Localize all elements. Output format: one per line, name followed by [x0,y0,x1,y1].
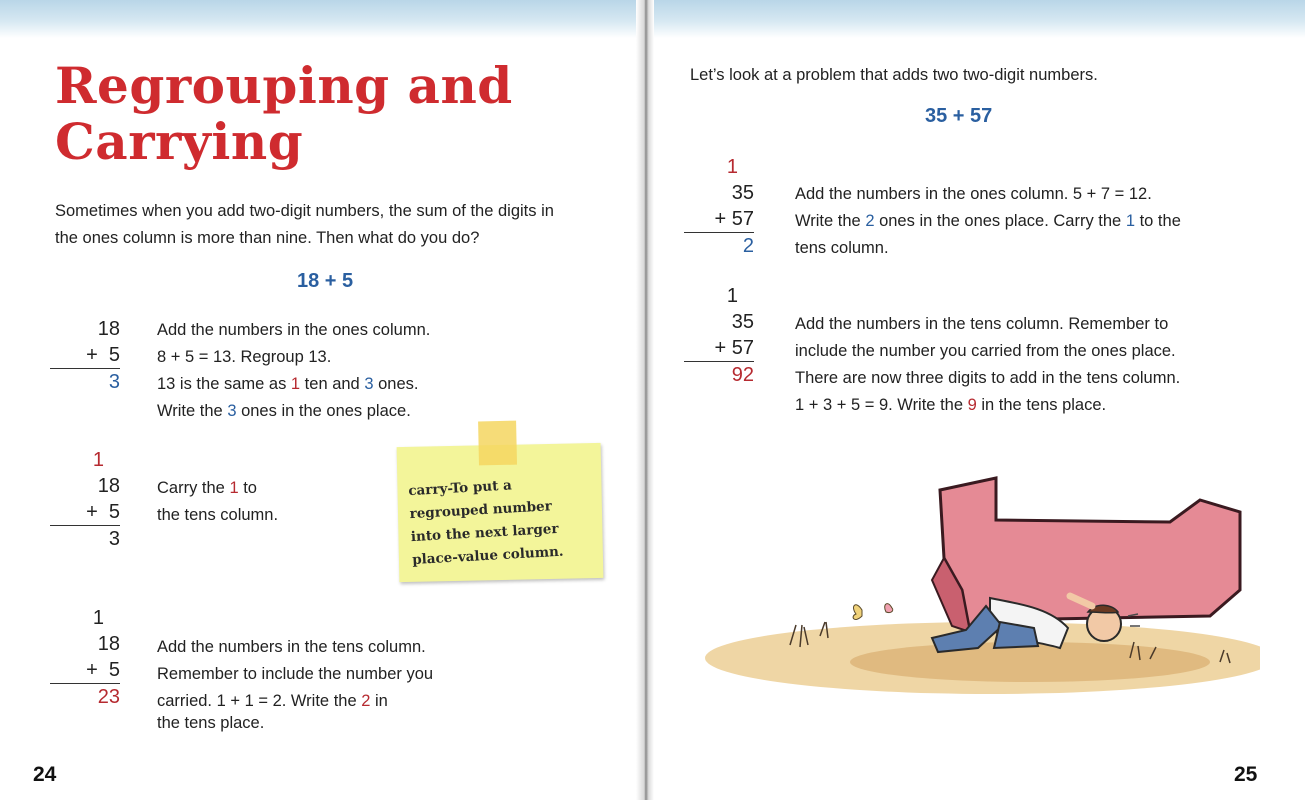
intro-line-2: the ones column is more than nine. Then what do you do? [55,229,480,247]
step1-line-1: Add the numbers in the ones column. [157,321,431,339]
page-title [55,58,513,170]
problem-heading-35-plus-57: 35 + 57 [925,105,993,127]
highlight-two: 2 [361,692,371,710]
r-step1-line-3: tens column. [795,239,889,257]
sum-value: 2 [684,232,754,259]
r-step2-line-4 [795,392,1180,419]
term-carry: carry [407,481,448,500]
carry-digit: 1 [726,156,738,178]
title-line-2: Carrying [55,112,304,171]
page-number-right: 25 [1234,763,1258,786]
text-run: ones in the ones place. [236,402,411,420]
boy-carrying-number-one-illustration [700,440,1260,700]
sum-value: 3 [50,368,120,395]
highlight-one: 1 [229,479,239,497]
step3-explanation [157,634,433,737]
addend-1: 18 [97,318,120,340]
highlight-one: 1 [290,375,301,393]
vertical-problem-step2 [50,447,120,552]
vertical-problem-step3 [50,605,120,710]
sum-value: 92 [684,361,754,388]
text-run: -To put a [446,477,513,497]
text-run: Write the [157,402,228,420]
addend-1: 35 [731,311,754,333]
sum-tens-digit: 23 [97,686,120,708]
text-run: ones in the ones place. Carry the [874,212,1126,230]
book-gutter [636,0,654,800]
text-run: in the tens place. [976,396,1107,414]
carry-digit: 1 [92,449,104,471]
step1-line-2: 8 + 5 = 13. Regroup 13. [157,348,332,366]
text-run: ones. [373,375,419,393]
highlight-three: 3 [227,402,237,420]
r-step1-line-1: Add the numbers in the ones column. 5 + 7 = 12. [795,185,1152,203]
step2-explanation [157,475,278,529]
step3-line-1: Add the numbers in the tens column. [157,638,426,656]
definition-text [408,470,599,572]
definition-line-4: place-value column. [411,543,564,569]
addend-2: + 5 [86,501,120,523]
text-run: carried. 1 + 1 = 2. Write the [157,692,362,710]
step1-line-4 [157,398,430,425]
r-step1-explanation [795,181,1181,262]
problem-heading-18-plus-5: 18 + 5 [297,270,354,292]
definition-line-2: regrouped number [409,498,553,523]
carry-digit: 1 [726,285,738,307]
addend-2: + 5 [86,344,120,366]
sum-value [50,683,120,710]
text-run: 1 + 3 + 5 = 9. Write the [795,396,968,414]
text-run: ten and [300,375,365,393]
text-run: Write the [795,212,866,230]
text-run: in [370,692,388,710]
sum-value: 3 [50,525,120,552]
text-run: to [238,479,257,497]
step1-explanation [157,317,430,425]
r-step2-explanation [795,311,1180,419]
page-number-left: 24 [33,763,57,786]
butterfly-icon [853,604,893,620]
addend-1: 35 [731,182,754,204]
carry-digit: 1 [92,607,104,629]
step2-line-1 [157,475,278,502]
addend-1: 18 [97,633,120,655]
step3-line-2: Remember to include the number you [157,665,434,683]
vertical-problem-step1 [50,316,120,395]
highlight-nine: 9 [967,396,977,414]
r-step2-line-1: Add the numbers in the tens column. Remember to [795,315,1169,333]
highlight-two: 2 [865,212,875,230]
r-step2-line-2: include the number you carried from the ones place. [795,342,1176,360]
intro-paragraph [55,198,554,252]
addend-2: + 57 [714,337,754,359]
r-step2-line-3: There are now three digits to add in the tens column. [795,369,1181,387]
r-step1-line-2 [795,208,1181,235]
right-intro: Let’s look at a problem that adds two two-digit numbers. [690,66,1098,84]
title-line-1: Regrouping and [55,56,513,115]
addend-1: 18 [97,475,120,497]
step1-line-3 [157,371,430,398]
highlight-three: 3 [364,375,374,393]
addend-2: + 57 [714,208,754,230]
vertical-problem-r2 [684,283,754,388]
highlight-one: 1 [1125,212,1135,230]
addend-2: + 5 [86,659,120,681]
step3-line-4: the tens place. [157,714,265,732]
text-run: 13 is the same as [157,375,291,393]
tape-strip [478,421,517,466]
vertical-problem-r1 [684,154,754,259]
step2-line-2: the tens column. [157,506,279,524]
text-run: Carry the [157,479,230,497]
text-run: to the [1135,212,1181,230]
intro-line-1: Sometimes when you add two-digit numbers, the sum of the digits in [55,202,554,220]
vocabulary-sticky-note [397,443,604,582]
definition-line-3: into the next larger [410,520,559,546]
